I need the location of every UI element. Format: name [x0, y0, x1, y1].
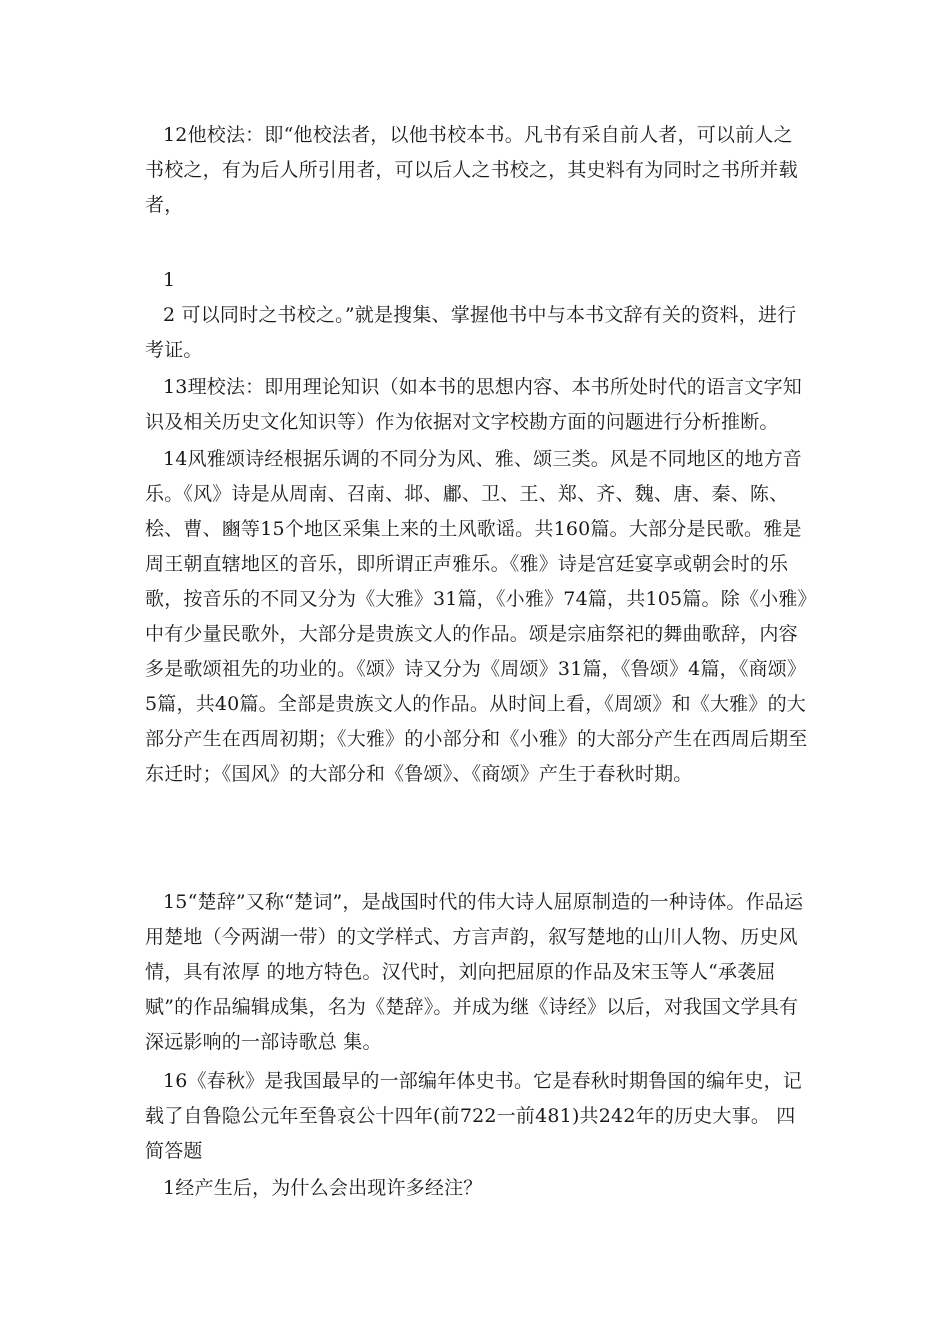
paragraph-16-chun-qiu: 16《春秋》是我国最早的一部编年体史书。它是春秋时期鲁国的编年史，记载了自鲁隐公元年至鲁哀公十四年(前722一前481)共242年的历史大事。 四简答题 [145, 1070, 802, 1162]
paragraph-14-feng-ya-song: 14风雅颂诗经根据乐调的不同分为风、雅、颂三类。风是不同地区的地方音乐。《风》诗是从周南、召南、邶、鄘、卫、王、郑、齐、魏、唐、秦、陈、桧、曹、豳等15个地区采集上来的土风歌谣。共160篇。大部分是民歌。雅是周王朝直辖地区的音乐，即所谓正声雅乐。《雅》诗是宫廷宴享或朝会时的乐歌，按音乐的不同又分为《大雅》31篇，《小雅》74篇，共105篇。除《小雅》中有少量民歌外，大部分是贵族文人的作品。颂是宗庙祭祀的舞曲歌辞，内容多是歌颂祖先的功业的。《颂》诗又分为《周颂》31篇，《鲁颂》4篇，《商颂》5篇，共40篇。全部是贵族文人的作品。从时间上看，《周颂》和《大雅》的大部分产生在西周初期；《大雅》的小部分和《小雅》的大部分产生在西周后期至东迁时；《国风》的大部分和《鲁颂》、《商颂》产生于春秋时期。 [145, 448, 808, 785]
short-answer-question-1: 1经产生后，为什么会出现许多经注？ [163, 1177, 483, 1199]
paragraph-12-collation-other-books: 12他校法：即“他校法者，以他书校本书。凡书有采自前人者，可以前人之书校之，有为后人所引用者，可以后人之书校之，其史料有为同时之书所并载者， [145, 124, 798, 216]
paragraph-15-chu-ci: 15“楚辞”又称“楚词”，是战国时代的伟大诗人屈原制造的一种诗体。作品运用楚地（今两湖一带）的文学样式、方言声韵，叙写楚地的山川人物、历史风情，具有浓厚 的地方特色。汉代时，刘向把屈原的作品及宋玉等人“承袭屈赋”的作品编辑成集，名为《楚辞》。并成为继《诗经》以后，对我国文学具有深远影响的一部诗歌总 集。 [145, 891, 804, 1053]
paragraph-12-continued: 2 可以同时之书校之。”就是搜集、掌握他书中与本书文辞有关的资料，进行考证。 [145, 304, 797, 361]
paragraph-13-theory-collation: 13理校法：即用理论知识（如本书的思想内容、本书所处时代的语言文字知识及相关历史文化知识等）作为依据对文字校勘方面的问题进行分析推断。 [145, 376, 802, 433]
page-number-line: 1 [163, 269, 176, 291]
